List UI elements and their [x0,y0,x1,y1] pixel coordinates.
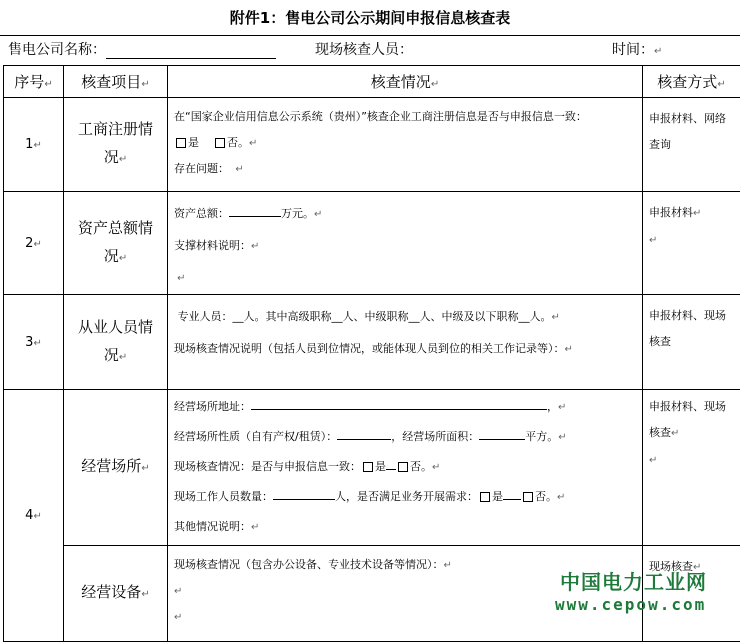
row-method: 申报材料↵ ↵ [643,192,740,295]
row-method: 申报材料、现场核查 [643,295,740,390]
header-status: 核查情况↵ [168,66,643,98]
checkbox-yes[interactable] [176,138,186,148]
time-label: 时间： [612,42,654,58]
company-name-blank[interactable] [106,42,276,59]
content-line: 其他情况说明：↵ [174,512,636,542]
checkbox-yes[interactable] [480,492,490,502]
content-line: 现场核查情况（包含办公设备、专业技术设备等情况）：↵ [174,552,636,578]
content-line: 经营场所性质（自有产权/租赁）： ，经营场所面积： 平方。↵ [174,422,636,452]
row-method: 现场核查↵ [643,546,740,642]
inspector-label: 现场核查人员： [315,42,413,58]
content-line: ↵ [174,578,636,604]
assets-blank[interactable] [229,204,281,217]
row-content [168,390,643,546]
area-blank[interactable] [479,427,525,440]
content-line: ↵ [174,604,636,630]
checkbox-no[interactable] [215,138,225,148]
row-item: 资产总额情况↵ [64,192,168,295]
row-method: 申报材料、网络查询 [643,98,740,192]
checkbox-yes[interactable] [363,462,373,472]
content-line: 经营场所地址： ，↵ [174,392,636,422]
watermark-url: www.cepow.com [555,595,706,614]
company-name-label: 售电公司名称： [8,42,106,58]
staff-blank[interactable] [273,487,335,500]
header-method: 核查方式↵ [643,66,740,98]
row-item: 工商注册情况↵ [64,98,168,192]
row-content [168,295,643,390]
table-row [4,98,740,192]
company-name-field[interactable] [8,38,276,62]
content-line: 专业人员：__人。其中高级职称__人、中级职称__人、中级及以下职称__人。↵ [174,301,636,333]
content-line: 支撑材料说明：↵ [174,230,636,262]
row-number: 2↵ [4,192,64,295]
watermark-name: 中国电力工业网 [560,566,707,595]
row-number: 1↵ [4,98,64,192]
content-line: 现场核查情况：是否与申报信息一致： 是 否。↵ [174,452,636,482]
content-line: 现场核查情况说明（包括人员到位情况，或能体现人员到位的相关工作记录等）：↵ [174,333,636,365]
content-line: 现场工作人员数量： 人，是否满足业务开展需求： 是 否。↵ [174,482,636,512]
table-row [4,295,740,390]
header-item: 核查项目↵ [64,66,168,98]
inspector-field[interactable] [315,38,413,62]
inspection-table [3,65,740,642]
row-content [168,98,643,192]
content-line: 在“国家企业信用信息公示系统（贵州）”核查企业工商注册信息是否与申报信息一致： [174,104,636,130]
page-title: 附件1：售电公司公示期间申报信息核查表 [0,0,740,36]
header-no: 序号↵ [4,66,64,98]
row-number: 4↵ [4,390,64,642]
table-row [4,390,740,546]
content-line: 是 否。↵ [174,130,636,156]
row-content [168,192,643,295]
address-blank[interactable] [251,397,547,410]
table-row [4,192,740,295]
row-item: 从业人员情况↵ [64,295,168,390]
content-line: 资产总额： 万元。↵ [174,198,636,230]
table-header-row [4,66,740,98]
content-line: ↵ [174,262,636,294]
row-method: 申报材料、现场核查↵ ↵ [643,390,740,546]
nature-blank[interactable] [337,427,391,440]
content-line: 存在问题： ↵ [174,156,636,182]
checkbox-no[interactable] [523,492,533,502]
checkbox-no[interactable] [398,462,408,472]
row-item: 经营场所↵ [64,390,168,546]
row-number: 3↵ [4,295,64,390]
time-field[interactable]: 时间：↵ [612,38,662,62]
row-item: 经营设备↵ [64,546,168,642]
